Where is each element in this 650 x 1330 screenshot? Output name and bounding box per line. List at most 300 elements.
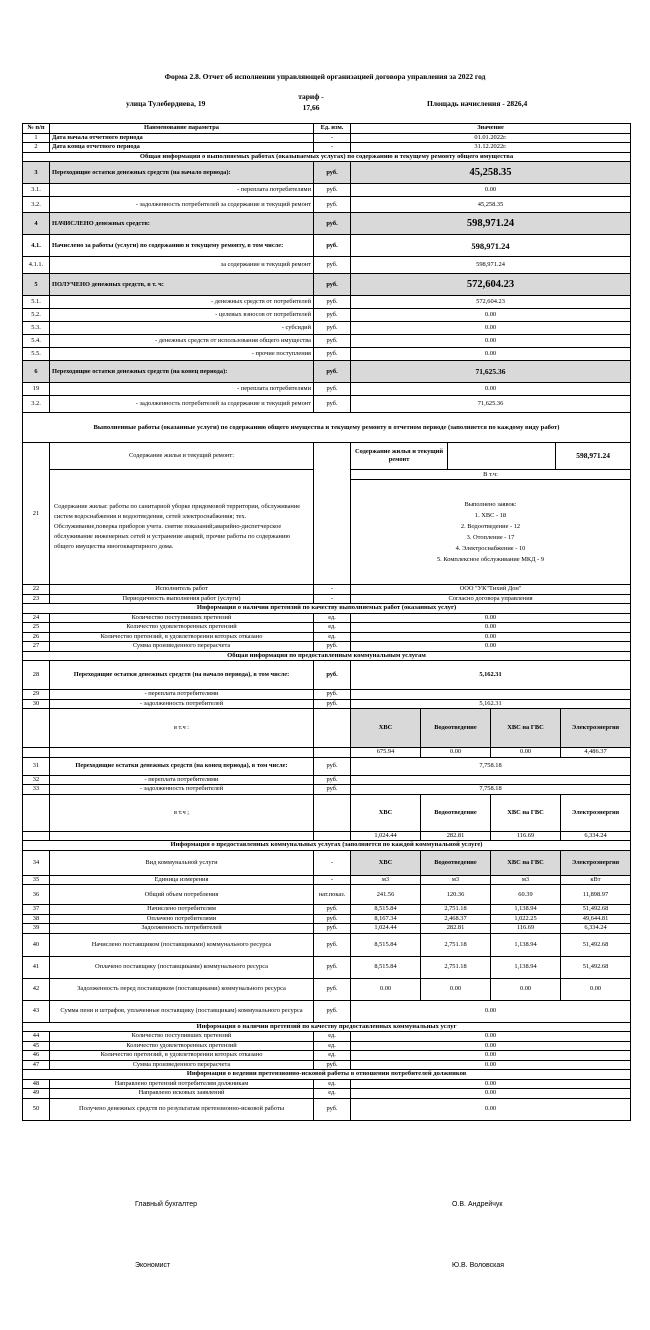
section-header — [23, 1070, 631, 1080]
table-row — [23, 361, 631, 383]
table-row — [23, 296, 631, 309]
table-cell: 120.36 — [421, 885, 491, 905]
table-cell: - субсидий — [50, 322, 314, 335]
table-cell: Дата начала отчетного периода — [50, 133, 314, 143]
table-cell: 0.00 — [351, 1089, 631, 1099]
table-cell: 3 — [23, 162, 50, 184]
table-cell: 31 — [23, 757, 50, 775]
table-cell: 0.00 — [351, 1098, 631, 1120]
table-cell: 0.00 — [351, 322, 631, 335]
table-cell: 0.00 — [351, 309, 631, 322]
table-row — [23, 184, 631, 197]
table-cell: руб. — [314, 699, 351, 709]
table-cell: 33 — [23, 785, 50, 795]
table-cell: руб. — [314, 924, 351, 934]
table-cell: руб. — [314, 933, 351, 956]
section-header — [23, 1022, 631, 1032]
table-cell: руб. — [314, 661, 351, 690]
table-cell: 4,486.37 — [561, 748, 631, 758]
table-cell: Единица измерения — [50, 875, 314, 885]
table-cell: руб. — [314, 914, 351, 924]
table-cell: 241.56 — [351, 885, 421, 905]
table-cell: 51,492.68 — [561, 933, 631, 956]
section-header — [23, 604, 631, 614]
table-cell: Количество удовлетворенных претензий — [50, 623, 314, 633]
table-cell: руб. — [314, 396, 351, 413]
table-cell: 6,334.24 — [561, 831, 631, 841]
header-param: Наименование параметра — [50, 124, 314, 134]
table-cell: 26 — [23, 632, 50, 642]
table-cell: - — [314, 850, 351, 875]
table-cell: 40 — [23, 933, 50, 956]
tariff-label: тариф - — [298, 92, 324, 101]
table-cell: Водоотведение — [421, 794, 491, 831]
table-cell: - прочие поступления — [50, 348, 314, 361]
table-cell: 1,024.44 — [351, 831, 421, 841]
table-cell: 4.1.1. — [23, 257, 50, 274]
report-title: Форма 2.8. Отчет об исполнении управляющей организацией договора управления за 2022 год — [164, 72, 486, 81]
table-cell: 45 — [23, 1041, 50, 1051]
table-cell: Переходящие остатки денежных средств (на начало периода): — [50, 162, 314, 184]
table-cell: Сумма пени и штрафов, уплаченные поставщику (поставщикам) коммунального ресурса — [50, 1000, 314, 1022]
table-cell: Направлено претензий потребителям должникам — [50, 1079, 314, 1089]
table-cell: руб. — [314, 322, 351, 335]
table-cell: 0.00 — [351, 1041, 631, 1051]
economist-name: Ю.В. Воловская — [452, 1262, 505, 1269]
table-cell: 675.94 — [351, 748, 421, 758]
table-row — [23, 690, 631, 700]
table-cell: 5.5. — [23, 348, 50, 361]
table-cell: Электроэнергия — [561, 850, 631, 875]
table-cell: Общая информация о выполняемых работах (оказываемых услугах) по содержанию и текущему ремонту общего имущества — [23, 152, 631, 162]
table-cell: 47 — [23, 1060, 50, 1070]
table-cell: 6 — [23, 361, 50, 383]
table-cell: 5.3. — [23, 322, 50, 335]
table-cell: Электроэнергия — [561, 709, 631, 748]
table-row — [23, 257, 631, 274]
table-cell: Информация о наличии претензий по качеству предоставленных коммунальных услуг — [23, 1022, 631, 1032]
table-cell: Выполнено заявок: 1. ХВС - 18 2. Водоотведение - 12 3. Отопление - 17 4. Электроснабжение - 10 5. Комплексное обслуживание МКД - 9 — [351, 480, 631, 585]
table-cell: - переплата потребителями — [50, 775, 314, 785]
table-cell: - целевых взносов от потребителей — [50, 309, 314, 322]
table-cell — [351, 443, 631, 470]
section-header — [23, 651, 631, 661]
table-cell: Информация о наличии претензий по качеству выполняемых работ (оказанных услуг) — [23, 604, 631, 614]
table-cell: 36 — [23, 885, 50, 905]
table-cell: 22 — [23, 585, 50, 595]
table-cell: 49,644.81 — [561, 914, 631, 924]
table-cell: 1,022.25 — [491, 914, 561, 924]
table-cell: ед. — [314, 1079, 351, 1089]
table-cell: - переплата потребителями — [50, 690, 314, 700]
table-cell: 0.00 — [351, 1000, 631, 1022]
section-header — [23, 413, 631, 443]
table-cell: руб. — [314, 690, 351, 700]
table-cell: 44 — [23, 1032, 50, 1042]
table-cell: 32 — [23, 775, 50, 785]
table-cell: Задолженность перед поставщиком (поставщиками) коммунального ресурса — [50, 978, 314, 1000]
table-cell: руб. — [314, 197, 351, 213]
table-row — [23, 133, 631, 143]
table-cell: НАЧИСЛЕНО денежных средств: — [50, 213, 314, 235]
table-cell: ед. — [314, 632, 351, 642]
table-cell: руб. — [314, 296, 351, 309]
table-cell: 27 — [23, 642, 50, 652]
table-cell: 21 — [23, 443, 50, 585]
table-cell: руб. — [314, 1000, 351, 1022]
table-cell: 1,024.44 — [351, 924, 421, 934]
table-cell: 34 — [23, 850, 50, 875]
table-row — [23, 623, 631, 633]
table-cell: 282.81 — [421, 924, 491, 934]
table-cell: 3.1. — [23, 184, 50, 197]
table-row — [23, 661, 631, 690]
table-cell — [448, 443, 556, 469]
table-cell: 0.00 — [351, 623, 631, 633]
report-table — [22, 123, 631, 1121]
table-cell: - — [314, 875, 351, 885]
table-cell: 8,515.84 — [351, 933, 421, 956]
table-cell: 1,138.94 — [491, 933, 561, 956]
table-cell: 2,751.18 — [421, 905, 491, 915]
table-cell: 0.00 — [351, 383, 631, 396]
table-cell: ед. — [314, 1041, 351, 1051]
table-row — [23, 933, 631, 956]
table-cell: 51,492.68 — [561, 905, 631, 915]
table-cell: 71,625.36 — [351, 396, 631, 413]
table-cell: 572,604.23 — [351, 296, 631, 309]
table-cell: 0.00 — [351, 348, 631, 361]
table-cell: 598,971.24 — [351, 235, 631, 257]
table-cell: руб. — [314, 978, 351, 1000]
table-cell: 0.00 — [421, 978, 491, 1000]
table-row — [23, 1098, 631, 1120]
table-cell: руб. — [314, 785, 351, 795]
table-row — [23, 1051, 631, 1061]
table-cell: 116.69 — [491, 831, 561, 841]
table-cell: руб. — [314, 335, 351, 348]
table-cell: 45,258.35 — [351, 197, 631, 213]
table-cell: 0.00 — [351, 632, 631, 642]
chief-accountant-label: Главный бухгалтер — [135, 1201, 197, 1208]
table-cell: 0.00 — [351, 1051, 631, 1061]
table-cell: м3 — [351, 875, 421, 885]
table-cell: 8,515.84 — [351, 956, 421, 978]
table-row — [23, 162, 631, 184]
table-cell: ХВС на ГВС — [491, 850, 561, 875]
table-cell: 1,138.94 — [491, 956, 561, 978]
table-cell: Переходящие остатки денежных средств (на конец периода): — [50, 361, 314, 383]
table-cell: Направлено исковых заявлений — [50, 1089, 314, 1099]
table-cell: 5.1. — [23, 296, 50, 309]
table-cell: 0.00 — [351, 184, 631, 197]
table-cell: 51,492.68 — [561, 956, 631, 978]
table-cell: 37 — [23, 905, 50, 915]
table-row — [23, 1041, 631, 1051]
table-cell: руб. — [314, 361, 351, 383]
table-cell: руб. — [314, 274, 351, 296]
table-cell: 572,604.23 — [351, 274, 631, 296]
table-cell: ед. — [314, 1032, 351, 1042]
table-cell: 7,758.18 — [351, 757, 631, 775]
area: Площадь начисления - 2826,4 — [427, 99, 528, 108]
table-cell — [50, 831, 314, 841]
table-row — [23, 709, 631, 748]
table-cell: - задолженность потребителей за содержание и текущий ремонт — [50, 396, 314, 413]
table-cell: 30 — [23, 699, 50, 709]
table-row — [23, 274, 631, 296]
table-cell — [50, 748, 314, 758]
table-row — [23, 213, 631, 235]
table-cell: 41 — [23, 956, 50, 978]
table-cell: 5,162.31 — [351, 661, 631, 690]
table-row — [23, 850, 631, 875]
table-cell: Количество удовлетворенных претензий — [50, 1041, 314, 1051]
table-row — [23, 642, 631, 652]
table-row — [23, 613, 631, 623]
table-cell — [23, 794, 50, 831]
table-cell: Периодичность выполнения работ (услуги) — [50, 594, 314, 604]
table-cell: Исполнитель работ — [50, 585, 314, 595]
table-cell: 48 — [23, 1079, 50, 1089]
header-unit: Ед. изм. — [314, 124, 351, 134]
table-cell: 60.39 — [491, 885, 561, 905]
table-cell: руб. — [314, 257, 351, 274]
table-cell: Сумма произведенного перерасчета — [50, 1060, 314, 1070]
table-cell: Начислено за работы (услуги) по содержанию и текущему ремонту, в том числе: — [50, 235, 314, 257]
table-cell: 0.00 — [351, 642, 631, 652]
table-cell: 11,898.97 — [561, 885, 631, 905]
table-cell: 2,751.18 — [421, 956, 491, 978]
table-row — [23, 1089, 631, 1099]
table-row — [23, 197, 631, 213]
table-cell: ХВС на ГВС — [491, 794, 561, 831]
table-cell: Содержание жилья и текущий ремонт — [351, 443, 448, 469]
table-row — [23, 235, 631, 257]
table-cell: за содержание и текущий ремонт — [50, 257, 314, 274]
table-cell: Общий объем потребления — [50, 885, 314, 905]
tariff-value: 17,66 — [302, 103, 320, 112]
table-cell: 01.01.2022г. — [351, 133, 631, 143]
table-cell: в т.ч ; — [50, 794, 314, 831]
table-cell: 116.69 — [491, 924, 561, 934]
table-cell: 2,468.37 — [421, 914, 491, 924]
table-cell: Вид коммунальной услуги — [50, 850, 314, 875]
table-cell: Сумма произведенного перерасчета — [50, 642, 314, 652]
table-row — [23, 383, 631, 396]
table-row — [23, 794, 631, 831]
table-cell: Оплачено потребителями — [50, 914, 314, 924]
table-cell: руб. — [314, 956, 351, 978]
table-cell: 45,258.35 — [351, 162, 631, 184]
table-cell: 0.00 — [421, 748, 491, 758]
table-cell: ПОЛУЧЕНО денежных средств, в т. ч: — [50, 274, 314, 296]
table-row — [23, 1060, 631, 1070]
table-row — [23, 757, 631, 775]
table-cell: Общая информация по предоставленным коммунальным услугам — [23, 651, 631, 661]
table-cell: 28 — [23, 661, 50, 690]
table-cell: 38 — [23, 914, 50, 924]
table-header — [23, 124, 631, 134]
table-cell: Информация о ведении претензионно-исковой работы в отношении потребителей должников — [23, 1070, 631, 1080]
table-cell — [314, 443, 351, 585]
table-cell: 46 — [23, 1051, 50, 1061]
table-cell: 4 — [23, 213, 50, 235]
table-row — [23, 143, 631, 153]
table-cell: 23 — [23, 594, 50, 604]
table-cell: 43 — [23, 1000, 50, 1022]
table-cell: 2 — [23, 143, 50, 153]
table-row — [23, 309, 631, 322]
table-cell: ХВС — [351, 850, 421, 875]
table-cell: Содержание жилья и текущий ремонт: — [50, 443, 314, 470]
table-cell: 49 — [23, 1089, 50, 1099]
table-cell: ед. — [314, 623, 351, 633]
table-row — [23, 1079, 631, 1089]
table-cell: 5.2. — [23, 309, 50, 322]
table-cell: руб. — [314, 775, 351, 785]
table-cell: руб. — [314, 383, 351, 396]
table-cell: 5.4. — [23, 335, 50, 348]
table-row — [23, 775, 631, 785]
table-row — [23, 396, 631, 413]
table-cell: - переплата потребителями — [50, 184, 314, 197]
table-cell: Количество претензий, в удовлетворении которых отказано — [50, 632, 314, 642]
table-row — [23, 785, 631, 795]
economist-label: Экономист — [135, 1262, 171, 1269]
table-cell: Согласно договора управления — [351, 594, 631, 604]
table-cell: - денежных средств от потребителей — [50, 296, 314, 309]
table-row — [23, 322, 631, 335]
table-cell: 0.00 — [351, 1079, 631, 1089]
table-cell: руб. — [314, 309, 351, 322]
table-cell: - денежных средств от использования общего имущества — [50, 335, 314, 348]
table-cell: 7,758.18 — [351, 785, 631, 795]
table-cell: 19 — [23, 383, 50, 396]
table-cell: - — [314, 143, 351, 153]
table-row — [23, 905, 631, 915]
table-cell: Начислено поставщиком (поставщиками) коммунального ресурса — [50, 933, 314, 956]
table-cell: 31.12.2022г. — [351, 143, 631, 153]
table-row — [23, 632, 631, 642]
table-cell: 6,334.24 — [561, 924, 631, 934]
table-cell — [314, 748, 351, 758]
table-cell: Содержание жилья: работы по санитарной уборке придомовой территории, обслуживание систем водоснабжения и водоотведения, сетей электроснабжения; тех. Обслуживание,поверка приборов учета. снятие показаний;аварийно-диспетчерское обслуживание инженерных сетей и устранение аварий, прочие работы по содержанию общего имущества многоквартирного дома. — [50, 470, 314, 585]
header-value: Значение — [351, 124, 631, 134]
table-cell: 0.00 — [561, 978, 631, 1000]
section-header — [23, 841, 631, 851]
table-cell: м3 — [491, 875, 561, 885]
table-row — [23, 1000, 631, 1022]
table-cell: 3.2. — [23, 396, 50, 413]
table-cell — [314, 794, 351, 831]
table-cell — [351, 775, 631, 785]
table-cell: - задолженность потребителей за содержание и текущий ремонт — [50, 197, 314, 213]
table-cell: 598,971.24 — [576, 451, 611, 460]
table-cell: руб. — [314, 162, 351, 184]
table-cell: Переходящие остатки денежных средств (на конец периода), в том числе: — [50, 757, 314, 775]
table-cell: руб. — [314, 757, 351, 775]
table-cell — [314, 831, 351, 841]
table-cell: Количество претензий, в удовлетворении которых отказано — [50, 1051, 314, 1061]
table-cell: 0.00 — [491, 978, 561, 1000]
table-cell: Водоотведение — [421, 850, 491, 875]
table-row — [23, 831, 631, 841]
table-row — [23, 585, 631, 595]
table-cell: - — [314, 585, 351, 595]
table-cell: В т.ч: — [351, 470, 631, 480]
table-cell — [23, 748, 50, 758]
table-cell: руб. — [314, 184, 351, 197]
table-cell: Водоотведение — [421, 709, 491, 748]
table-cell: ХВС — [351, 794, 421, 831]
table-cell: руб. — [314, 348, 351, 361]
table-cell: нат.показ. — [314, 885, 351, 905]
table-cell: 5,162.31 — [351, 699, 631, 709]
table-cell: руб. — [314, 1098, 351, 1120]
table-cell: 8,167.34 — [351, 914, 421, 924]
table-cell: Количество поступивших претензий — [50, 1032, 314, 1042]
table-cell — [314, 709, 351, 748]
table-cell: ХВС — [351, 709, 421, 748]
table-row — [23, 748, 631, 758]
table-cell: - задолженность потребителей — [50, 785, 314, 795]
table-cell: 39 — [23, 924, 50, 934]
section-header — [23, 152, 631, 162]
table-cell: 282.81 — [421, 831, 491, 841]
table-cell: Выполненные работы (оказанные услуги) по содержанию общего имущества и текущему ремонту в отчетном периоде (заполняется по каждому виду работ) — [23, 413, 631, 443]
table-cell: Электроэнергия — [561, 794, 631, 831]
table-row — [23, 1032, 631, 1042]
table-cell: 5 — [23, 274, 50, 296]
table-cell: м3 — [421, 875, 491, 885]
table-cell: 25 — [23, 623, 50, 633]
table-cell: Дата конца отчетного периода — [50, 143, 314, 153]
table-row — [23, 875, 631, 885]
table-row — [23, 914, 631, 924]
table-row — [23, 348, 631, 361]
table-cell — [23, 709, 50, 748]
table-cell: - — [314, 594, 351, 604]
table-row — [23, 885, 631, 905]
table-cell: ХВС на ГВС — [491, 709, 561, 748]
table-cell: руб. — [314, 213, 351, 235]
table-row — [23, 699, 631, 709]
table-cell: - задолженность потребителей — [50, 699, 314, 709]
table-cell: кВт — [561, 875, 631, 885]
table-row — [23, 978, 631, 1000]
table-cell: 50 — [23, 1098, 50, 1120]
table-cell: Информация о предоставленных коммунальных услугах (заполняется по каждой коммунальной услуге) — [23, 841, 631, 851]
table-cell: в т.ч : — [50, 709, 314, 748]
table-cell: 3.2. — [23, 197, 50, 213]
table-cell: 71,625.36 — [351, 361, 631, 383]
table-cell: 24 — [23, 613, 50, 623]
table-cell — [351, 690, 631, 700]
table-cell: 598,971.24 — [351, 257, 631, 274]
header-num: № п/п — [23, 124, 50, 134]
table-cell: 35 — [23, 875, 50, 885]
table-cell: ед. — [314, 613, 351, 623]
table-cell: - — [314, 133, 351, 143]
address: улица Тулебердиева, 19 — [126, 99, 206, 108]
table-cell: - переплата потребителями — [50, 383, 314, 396]
table-cell: 0.00 — [351, 613, 631, 623]
table-cell: 1 — [23, 133, 50, 143]
table-cell: Получено денежных средств по результатам претензионно-исковой работы — [50, 1098, 314, 1120]
table-cell: Переходящие остатки денежных средств (на начало периода), в том числе: — [50, 661, 314, 690]
table-row — [23, 956, 631, 978]
